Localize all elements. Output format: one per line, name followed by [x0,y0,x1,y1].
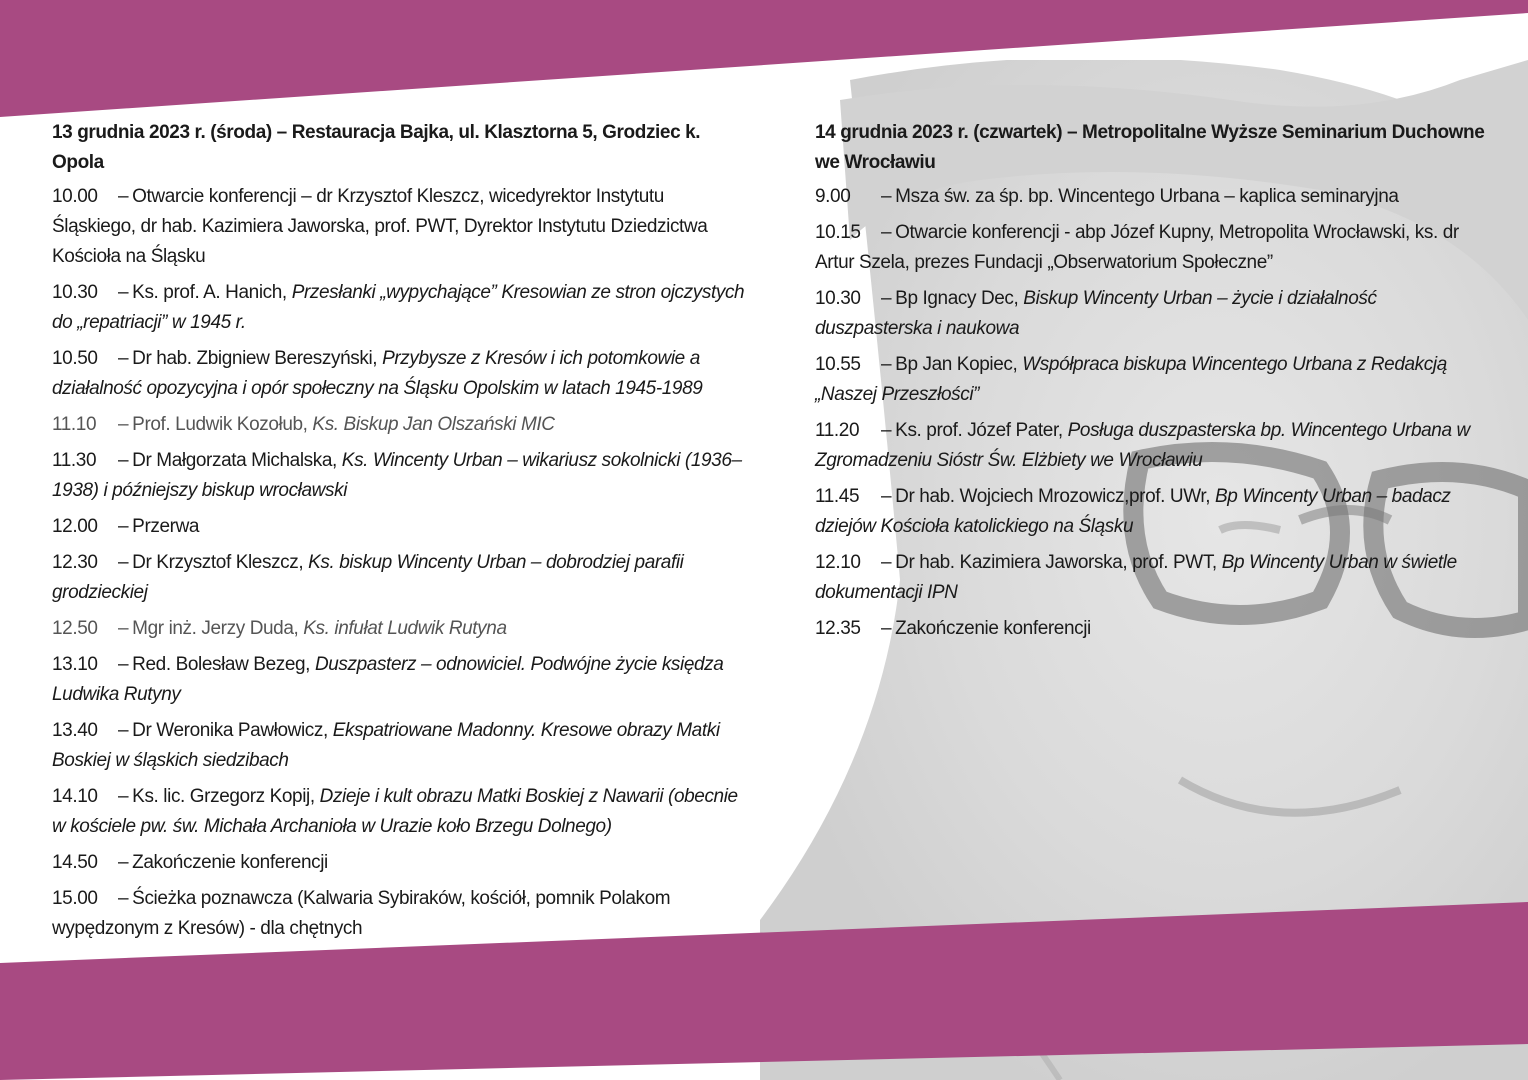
item-speaker: Mgr inż. Jerzy Duda, [132,618,304,639]
item-title: Dzieje i kult obrazu Matki Boskiej z Nawarii (obecnie w kościele pw. św. Michała Archanioła w Urazie koło Brzegu Dolnego) [52,786,738,837]
item-speaker: Ścieżka poznawcza (Kalwaria Sybiraków, kościół, pomnik Polakom wypędzonym z Kresów) - dla chętnych [52,888,671,939]
program-item: 12.35 – Zakończenie konferencji [815,614,1495,644]
item-title: Ks. Biskup Jan Olszański MIC [312,414,555,435]
item-title: Przybysze z Kresów i ich potomkowie a działalność opozycyjna i opór społeczny na Śląsku Opolskim w latach 1945-1989 [52,348,703,399]
item-speaker: Red. Bolesław Bezeg, [132,654,315,675]
item-speaker: Ks. prof. A. Hanich, [132,282,292,303]
program-item: 10.55 – Bp Jan Kopiec, Współpraca biskupa Wincentego Urbana z Redakcją „Naszej Przeszłości” [815,350,1495,410]
item-time: 13.40 [52,720,98,741]
item-title: Posługa duszpasterska bp. Wincentego Urbana w Zgromadzeniu Sióstr Św. Elżbiety we Wrocławiu [815,420,1470,471]
program-item: 14.10 – Ks. lic. Grzegorz Kopij, Dzieje i kult obrazu Matki Boskiej z Nawarii (obecnie w kościele pw. św. Michała Archanioła w Urazie koło Brzegu Dolnego) [52,782,752,842]
program-item: 10.00 – Otwarcie konferencji – dr Krzysztof Kleszcz, wicedyrektor Instytutu Śląskiego, dr hab. Kazimiera Jaworska, prof. PWT, Dyrektor Instytutu Dziedzictwa Kościoła na Śląsku [52,182,752,272]
item-speaker: Otwarcie konferencji - abp Józef Kupny, Metropolita Wrocławski, ks. dr Artur Szela, prezes Fundacji „Obserwatorium Społeczne” [815,222,1459,273]
item-time: 12.35 [815,618,861,639]
item-title: Bp Wincenty Urban – badacz dziejów Kościoła katolickiego na Śląsku [815,486,1451,537]
program-item: 10.30 – Ks. prof. A. Hanich, Przesłanki „wypychające” Kresowian ze stron ojczystych do „repatriacji” w 1945 r. [52,278,752,338]
item-time: 12.00 [52,516,98,537]
day2-program [815,118,1495,650]
item-time: 14.10 [52,786,98,807]
program-item: 14.50 – Zakończenie konferencji [52,848,752,878]
item-speaker: Bp Ignacy Dec, [895,288,1024,309]
day1-header: 13 grudnia 2023 r. (środa) – Restauracja Bajka, ul. Klasztorna 5, Grodziec k. Opola [52,122,701,173]
program-item: 12.50 – Mgr inż. Jerzy Duda, Ks. infułat Ludwik Rutyna [52,614,752,644]
item-speaker: Dr hab. Wojciech Mrozowicz,prof. UWr, [895,486,1216,507]
program-item: 11.10 – Prof. Ludwik Kozołub, Ks. Biskup Jan Olszański MIC [52,410,752,440]
day1-program [52,118,752,950]
item-title: Bp Wincenty Urban w świetle dokumentacji IPN [815,552,1457,603]
program-item: 10.15 – Otwarcie konferencji - abp Józef Kupny, Metropolita Wrocławski, ks. dr Artur Szela, prezes Fundacji „Obserwatorium Społeczne” [815,218,1495,278]
item-title: Ekspatriowane Madonny. Kresowe obrazy Matki Boskiej w śląskich siedzibach [52,720,720,771]
item-speaker: Dr hab. Zbigniew Bereszyński, [132,348,383,369]
item-speaker: Msza św. za śp. bp. Wincentego Urbana – kaplica seminaryjna [895,186,1399,207]
item-speaker: Zakończenie konferencji [895,618,1091,639]
item-speaker: Dr hab. Kazimiera Jaworska, prof. PWT, [895,552,1222,573]
item-speaker: Ks. lic. Grzegorz Kopij, [132,786,320,807]
item-time: 10.30 [815,288,861,309]
program-item: 11.20 – Ks. prof. Józef Pater, Posługa duszpasterska bp. Wincentego Urbana w Zgromadzeniu Sióstr Św. Elżbiety we Wrocławiu [815,416,1495,476]
item-time: 15.00 [52,888,98,909]
program-item: 13.40 – Dr Weronika Pawłowicz, Ekspatriowane Madonny. Kresowe obrazy Matki Boskiej w śląskich siedzibach [52,716,752,776]
item-title: Biskup Wincenty Urban – życie i działalność duszpasterska i naukowa [815,288,1377,339]
item-time: 12.10 [815,552,861,573]
item-time: 9.00 [815,186,851,207]
item-title: Współpraca biskupa Wincentego Urbana z Redakcją „Naszej Przeszłości” [815,354,1447,405]
program-item: 10.50 – Dr hab. Zbigniew Bereszyński, Przybysze z Kresów i ich potomkowie a działalność opozycyjna i opór społeczny na Śląsku Opolskim w latach 1945-1989 [52,344,752,404]
item-time: 10.55 [815,354,861,375]
item-speaker: Dr Weronika Pawłowicz, [132,720,333,741]
item-speaker: Otwarcie konferencji – dr Krzysztof Kleszcz, wicedyrektor Instytutu Śląskiego, dr hab. Kazimiera Jaworska, prof. PWT, Dyrektor Instytutu Dziedzictwa Kościoła na Śląsku [52,186,708,267]
program-item: 13.10 – Red. Bolesław Bezeg, Duszpasterz – odnowiciel. Podwójne życie księdza Ludwika Rutyny [52,650,752,710]
item-title: Ks. biskup Wincenty Urban – dobrodziej parafii grodzieckiej [52,552,684,603]
item-time: 10.50 [52,348,98,369]
day2-header: 14 grudnia 2023 r. (czwartek) – Metropolitalne Wyższe Seminarium Duchowne we Wrocławiu [815,122,1485,173]
item-title: Przesłanki „wypychające” Kresowian ze stron ojczystych do „repatriacji” w 1945 r. [52,282,745,333]
item-time: 11.20 [815,420,860,441]
item-time: 12.50 [52,618,98,639]
program-item: 15.00 – Ścieżka poznawcza (Kalwaria Sybiraków, kościół, pomnik Polakom wypędzonym z Kresów) - dla chętnych [52,884,752,944]
program-item: 9.00 – Msza św. za śp. bp. Wincentego Urbana – kaplica seminaryjna [815,182,1495,212]
item-speaker: Przerwa [132,516,200,537]
item-speaker: Dr Krzysztof Kleszcz, [132,552,309,573]
item-time: 11.30 [52,450,97,471]
program-item: 12.00 – Przerwa [52,512,752,542]
top-accent-band [0,0,1528,130]
item-time: 10.30 [52,282,98,303]
item-title: Duszpasterz – odnowiciel. Podwójne życie księdza Ludwika Rutyny [52,654,724,705]
program-item: 12.10 – Dr hab. Kazimiera Jaworska, prof. PWT, Bp Wincenty Urban w świetle dokumentacji IPN [815,548,1495,608]
program-item: 11.30 – Dr Małgorzata Michalska, Ks. Wincenty Urban – wikariusz sokolnicki (1936–1938) i późniejszy biskup wrocławski [52,446,752,506]
item-speaker: Bp Jan Kopiec, [895,354,1023,375]
item-time: 11.45 [815,486,860,507]
item-time: 14.50 [52,852,98,873]
item-speaker: Ks. prof. Józef Pater, [895,420,1068,441]
item-speaker: Zakończenie konferencji [132,852,328,873]
item-time: 13.10 [52,654,98,675]
item-speaker: Dr Małgorzata Michalska, [132,450,342,471]
item-time: 10.00 [52,186,98,207]
program-item: 11.45 – Dr hab. Wojciech Mrozowicz,prof. UWr, Bp Wincenty Urban – badacz dziejów Kościoła katolickiego na Śląsku [815,482,1495,542]
program-item: 12.30 – Dr Krzysztof Kleszcz, Ks. biskup Wincenty Urban – dobrodziej parafii grodzieckiej [52,548,752,608]
item-time: 10.15 [815,222,861,243]
program-item: 10.30 – Bp Ignacy Dec, Biskup Wincenty Urban – życie i działalność duszpasterska i naukowa [815,284,1495,344]
item-time: 12.30 [52,552,98,573]
item-title: Ks. Wincenty Urban – wikariusz sokolnicki (1936–1938) i późniejszy biskup wrocławski [52,450,742,501]
item-speaker: Prof. Ludwik Kozołub, [132,414,313,435]
item-time: 11.10 [52,414,97,435]
item-title: Ks. infułat Ludwik Rutyna [303,618,507,639]
